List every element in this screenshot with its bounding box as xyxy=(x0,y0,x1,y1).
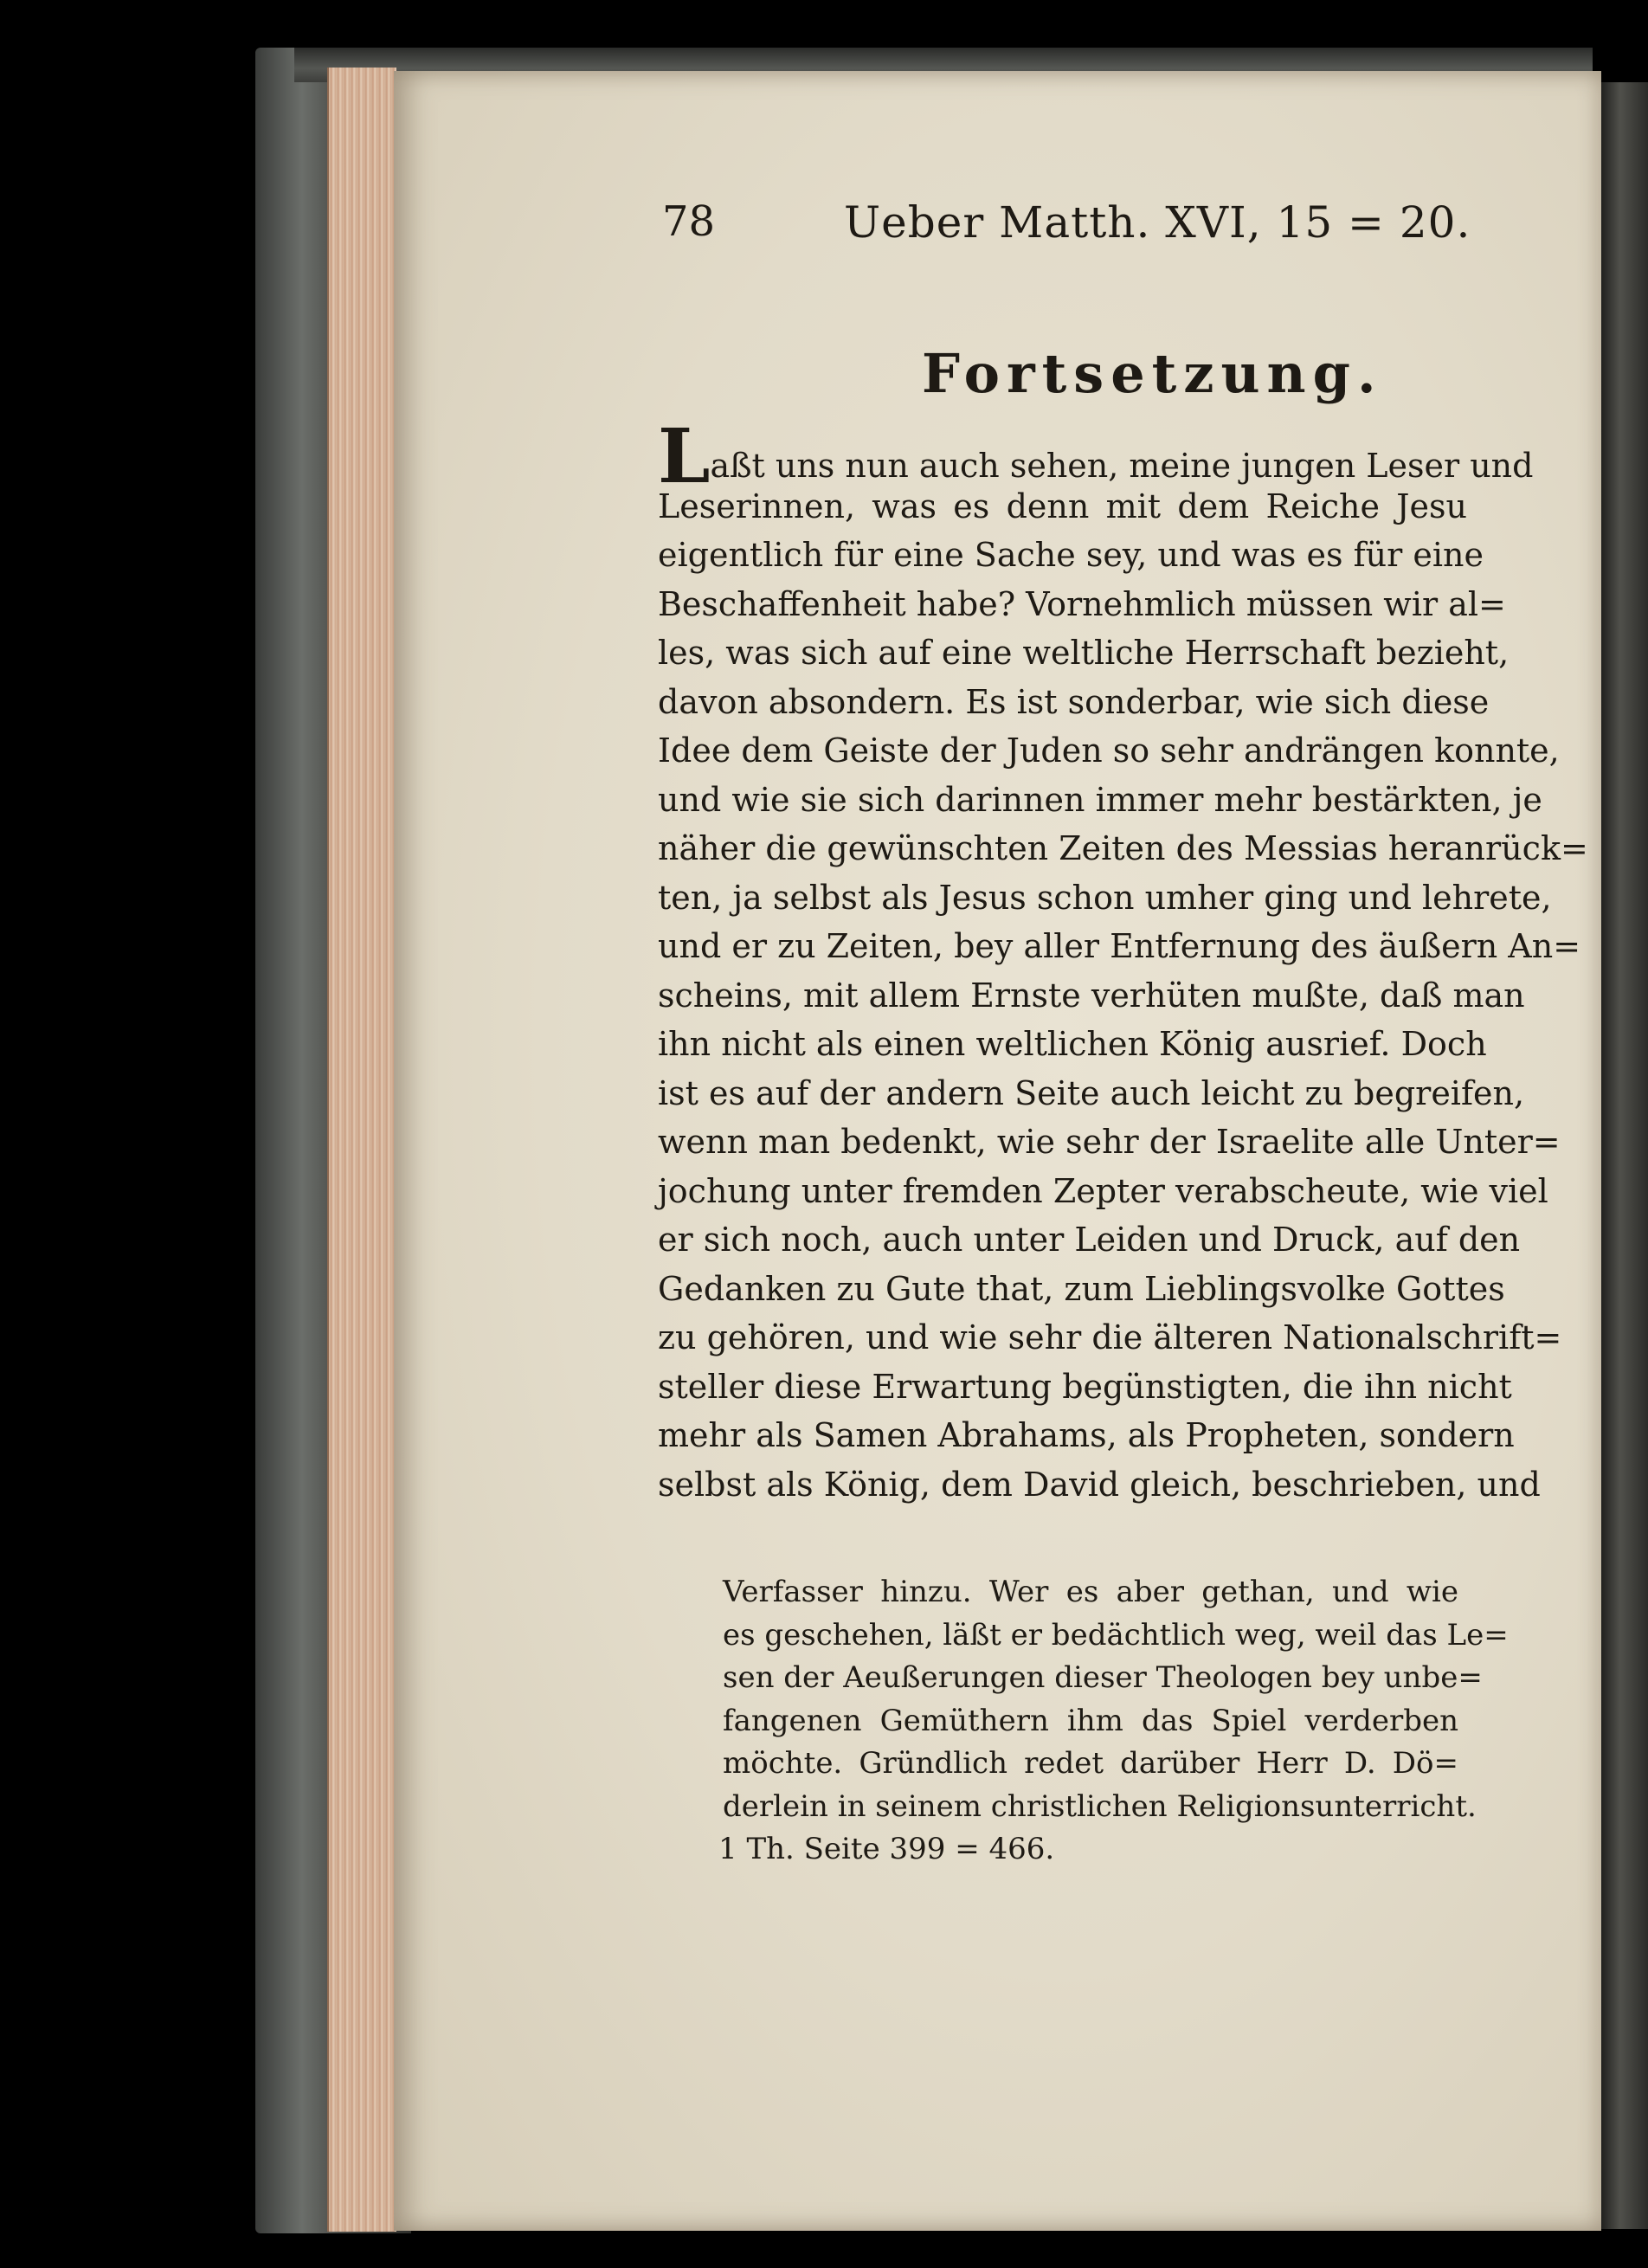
body-text xyxy=(658,413,1588,1509)
body-line: jochung unter fremden Zepter verabscheute, wie viel xyxy=(658,1171,1548,1210)
body-line: Gedanken zu Gute that, zum Lieblingsvolke Gottes xyxy=(658,1269,1505,1308)
footnote-line: 1 Th. Seite 399 = 466. xyxy=(718,1832,1055,1866)
body-line: ten, ja selbst als Jesus schon umher ging und lehrete, xyxy=(658,878,1552,917)
body-line: steller diese Erwartung begünstigten, die ihn nicht xyxy=(658,1367,1512,1406)
body-line: eigentlich für eine Sache sey, und was es für eine xyxy=(658,536,1484,574)
running-head: Ueber Matth. XVI, 15 = 20. xyxy=(844,197,1471,248)
body-line: ist es auf der andern Seite auch leicht zu begreifen, xyxy=(658,1073,1525,1112)
body-line: wenn man bedenkt, wie sehr der Israelite alle Unter= xyxy=(658,1123,1561,1161)
body-line: davon absondern. Es ist sonderbar, wie sich diese xyxy=(658,682,1490,721)
body-line: näher die gewünschten Zeiten des Messias heranrück= xyxy=(658,829,1588,867)
page-header xyxy=(662,197,1471,258)
body-line: und er zu Zeiten, bey aller Entfernung des äußern An= xyxy=(658,927,1581,965)
footnote xyxy=(718,1571,1509,1872)
body-line: zu gehören, und wie sehr die älteren Nationalschrift= xyxy=(658,1318,1562,1356)
page-number: 78 xyxy=(662,197,716,246)
body-line: ihn nicht als einen weltlichen König ausrief. Doch xyxy=(658,1025,1487,1063)
body-line: selbst als König, dem David gleich, beschrieben, und xyxy=(658,1465,1541,1504)
body-line: Beschaffenheit habe? Vornehmlich müssen wir al= xyxy=(658,584,1506,623)
body-line: mehr als Samen Abrahams, als Propheten, sondern xyxy=(658,1416,1515,1454)
body-line: er sich noch, auch unter Leiden und Druck, auf den xyxy=(658,1221,1521,1259)
footnote-line: fangenen Gemüthern ihm das Spiel verderben xyxy=(723,1703,1458,1738)
body-line-text: aßt uns nun auch sehen, meine jungen Leser und xyxy=(710,447,1534,485)
drop-cap: L xyxy=(658,413,711,500)
footnote-line: möchte. Gründlich redet darüber Herr D. Dö= xyxy=(723,1746,1458,1781)
footnote-line: es geschehen, läßt er bedächtlich weg, weil das Le= xyxy=(723,1617,1509,1653)
footnote-line: derlein in seinem christlichen Religionsunterricht. xyxy=(723,1788,1477,1824)
body-line: Idee dem Geiste der Juden so sehr andrängen konnte, xyxy=(658,731,1560,770)
body-line xyxy=(658,413,1534,500)
body-line: und wie sie sich darinnen immer mehr bestärkten, je xyxy=(658,780,1542,819)
page-edges xyxy=(327,68,396,2232)
footnote-line: Verfasser hinzu. Wer es aber gethan, und wie xyxy=(723,1575,1458,1609)
section-title: Fortsetzung. xyxy=(922,342,1383,405)
body-line: scheins, mit allem Ernste verhüten mußte, daß man xyxy=(658,976,1525,1015)
facing-page-edge xyxy=(1601,82,1648,2229)
body-line: les, was sich auf eine weltliche Herrschaft bezieht, xyxy=(658,634,1510,672)
footnote-line: sen der Aeußerungen dieser Theologen bey unbe= xyxy=(723,1660,1483,1695)
body-line: Leserinnen, was es denn mit dem Reiche Jesu xyxy=(658,486,1467,525)
